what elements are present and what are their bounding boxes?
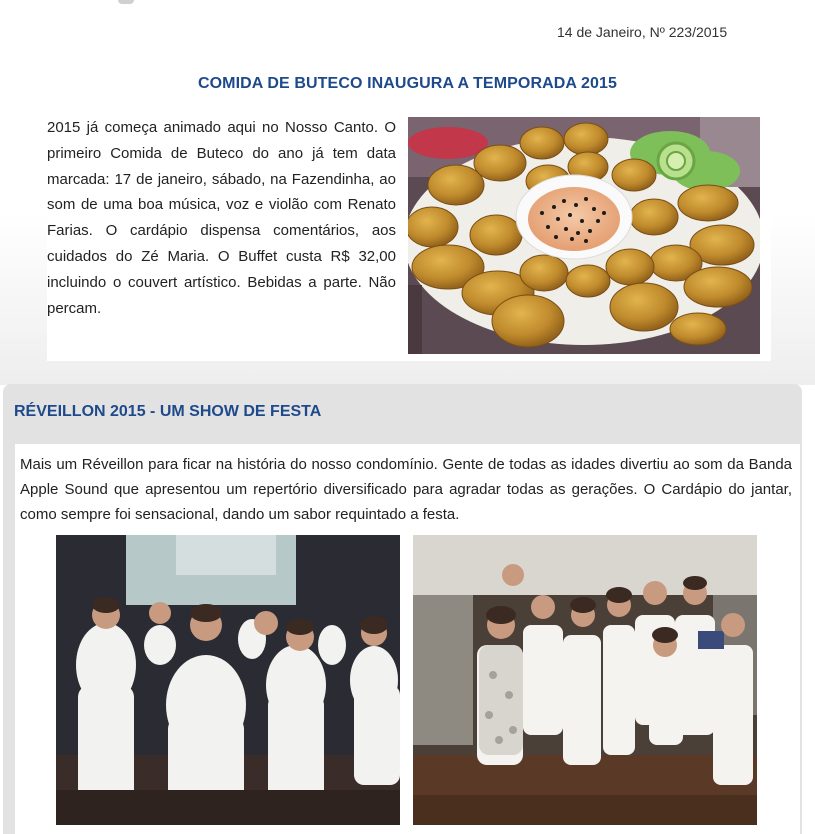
article-body-comida-de-buteco: 2015 já começa animado aqui no Nosso Canto. O primeiro Comida de Buteco do ano já tem data marcada: 17 de janeiro, sábado, na Fazendinha, ao som de uma boa música, voz e violão com Renato Farias. O cardápio dispensa comentários, aos cuidados do Zé Maria. O Buffet custa R$ 32,00 incluindo o couvert artístico. Bebidas a parte. Não percam. <box>47 119 396 317</box>
article-title-comida-de-buteco: COMIDA DE BUTECO INAUGURA A TEMPORADA 2015 <box>197 75 618 92</box>
logo-fragment <box>118 0 134 4</box>
photo-fried-snacks <box>408 117 760 354</box>
article-reveillon <box>15 444 800 834</box>
issue-date: 14 de Janeiro, Nº 223/2015 <box>557 24 728 40</box>
photo-party-dancing <box>56 535 400 825</box>
article-comida-de-buteco <box>47 112 771 361</box>
photo-group-portrait <box>413 535 757 825</box>
article-body-reveillon: Mais um Réveillon para ficar na história do nosso condomínio. Gente de todas as idades divertiu ao som da Banda Apple Sound que apresentou um repertório diversificado para agradar todas as gerações. O Cardápio do jantar, como sempre foi sensacional, dando um sabor requintado a festa. <box>20 456 792 523</box>
article-title-reveillon: RÉVEILLON 2015 - UM SHOW DE FESTA <box>14 403 322 420</box>
